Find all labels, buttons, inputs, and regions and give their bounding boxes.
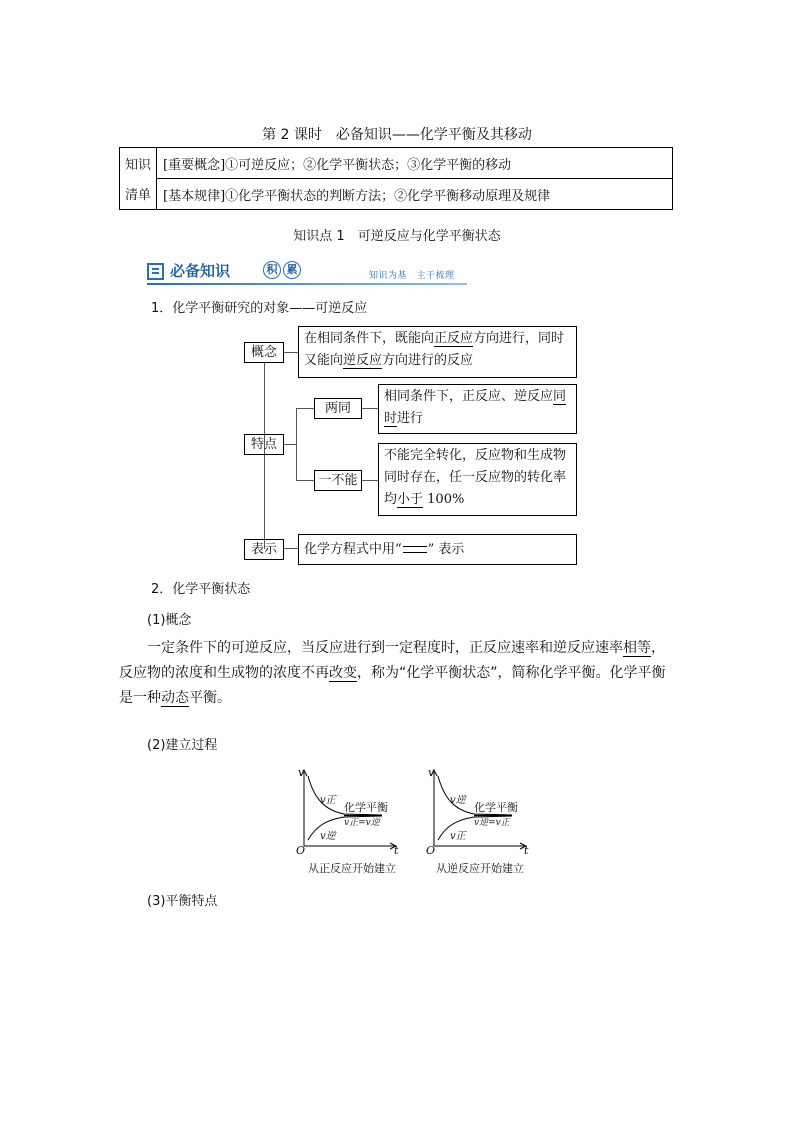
knowledge-table-row-concepts: [重要概念]①可逆反应；②化学平衡状态；③化学平衡的移动 (157, 148, 673, 179)
graph-reverse-lower-label: v正 (450, 831, 466, 842)
graph-reverse-x-label: t (524, 844, 529, 857)
graph-forward-caption: 从正反应开始建立 (308, 862, 396, 875)
banner-tagline: 知识为基 主干梳理 (369, 271, 455, 281)
one-cannot-box-connector (362, 480, 378, 481)
knowledge-table (119, 147, 673, 210)
two-same-box: 相同条件下，正反应、逆反应同时进行 (378, 384, 577, 434)
repr-box: 化学方程式中用“ ” 表示 (298, 534, 577, 565)
graph-forward-x-label: t (394, 844, 399, 857)
graph-forward-balance-label: 化学平衡 (344, 801, 388, 814)
two-same-label: 两同 (314, 398, 362, 419)
banner-underline (147, 283, 467, 285)
feature-label: 特点 (244, 434, 284, 455)
one-cannot-connector (296, 480, 314, 481)
section2-heading: 2．化学平衡状态 (151, 582, 251, 597)
section1-heading: 1．化学平衡研究的对象——可逆反应 (151, 301, 368, 316)
graph-forward-equal-label: v正=v逆 (344, 818, 380, 828)
knowledge-point-title: 知识点 1 可逆反应与化学平衡状态 (293, 229, 501, 244)
banner-char-circle-2: 累 (283, 261, 301, 279)
one-cannot-box: 不能完全转化，反应物和生成物同时存在，任一反应物的转化率均小于 100% (378, 443, 577, 516)
sub-concept: (1)概念 (147, 613, 192, 628)
two-same-connector (296, 408, 314, 409)
diagram-trunk-line (264, 362, 265, 549)
concept-box: 在相同条件下，既能向正反应方向进行，同时又能向逆反应方向进行的反应 (298, 326, 577, 378)
knowledge-table-row-rules: [基本规律]①化学平衡状态的判断方法；②化学平衡移动原理及规律 (157, 179, 673, 210)
graph-forward-upper-label: v正 (320, 795, 336, 806)
feature-branch-line (296, 408, 297, 480)
graph-reverse-caption: 从逆反应开始建立 (436, 862, 524, 875)
feature-connector (284, 444, 296, 445)
concept-label: 概念 (244, 342, 284, 363)
notebook-icon (147, 263, 164, 280)
banner-title: 必备知识 (170, 262, 231, 280)
banner-char-circle-1: 积 (263, 261, 281, 279)
knowledge-table-header-top: 知识 (120, 148, 157, 179)
graph-reverse-origin: O (426, 844, 436, 857)
sub-process: (2)建立过程 (147, 738, 218, 753)
knowledge-table-header-bottom: 清单 (120, 179, 157, 210)
concept-connector (284, 352, 298, 353)
section-banner (147, 259, 467, 285)
graph-forward-y-label: v (298, 766, 305, 779)
sub-features: (3)平衡特点 (147, 894, 218, 909)
reversible-arrow-icon (403, 546, 427, 553)
graph-reverse-y-label: v (428, 766, 435, 779)
graph-reverse-upper-label: v逆 (450, 795, 466, 806)
lesson-title: 第 2 课时 必备知识——化学平衡及其移动 (262, 127, 532, 143)
two-same-box-connector (362, 408, 378, 409)
graph-reverse-equal-label: v逆=v正 (474, 818, 510, 828)
concept-paragraph: 一定条件下的可逆反应，当反应进行到一定程度时，正反应速率和逆反应速率相等，反应物的浓度和生成物的浓度不再改变，称为“化学平衡状态”，简称化学平衡。化学平衡是一种动态平衡。 (119, 640, 666, 706)
graph-reverse-balance-label: 化学平衡 (474, 801, 518, 814)
graph-forward-lower-label: v逆 (320, 831, 336, 842)
graph-forward-origin: O (296, 844, 306, 857)
repr-label: 表示 (244, 539, 284, 560)
repr-connector (284, 548, 298, 549)
one-cannot-label: 一不能 (314, 470, 362, 491)
